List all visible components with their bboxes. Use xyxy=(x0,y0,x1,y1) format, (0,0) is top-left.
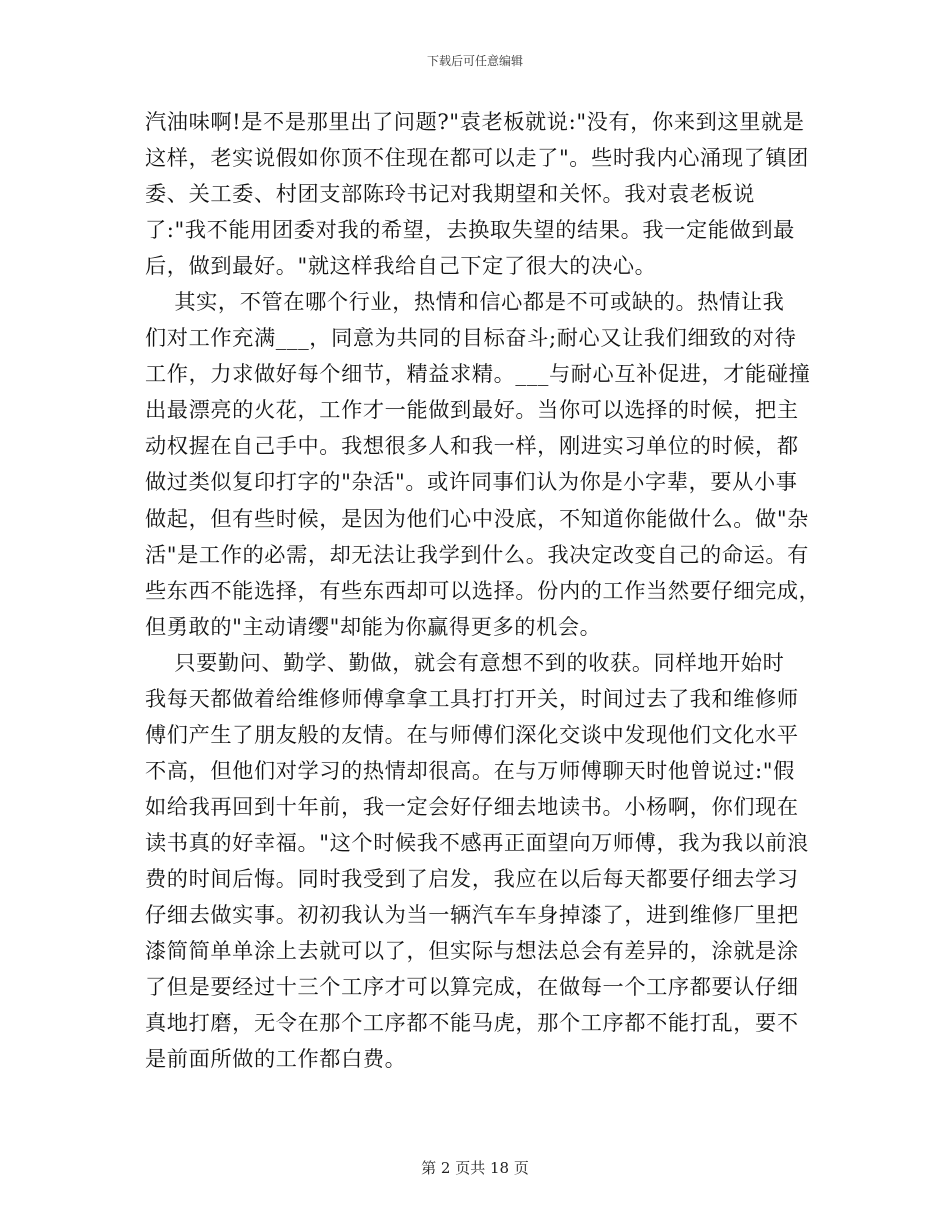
text-line: 这样，老实说假如你顶不住现在都可以走了"。些时我内心涌现了镇团 xyxy=(145,145,809,171)
text-line: 我每天都做着给维修师傅拿拿工具打打开关，时间过去了我和维修师 xyxy=(145,685,799,711)
text-line: 了但是要经过十三个工序才可以算完成，在做每一个工序都要认仔细 xyxy=(145,974,799,1000)
text-line: 费的时间后悔。同时我受到了启发，我应在以后每天都要仔细去学习 xyxy=(145,865,799,891)
page-header: 下载后可任意编辑 xyxy=(426,54,523,68)
text-line: 不高，但他们对学习的热情却很高。在与万师傅聊天时他曾说过:"假 xyxy=(145,757,795,783)
text-line: 们对工作充满___，同意为共同的目标奋斗;耐心又让我们细致的对待 xyxy=(145,325,797,351)
text-line: 真地打磨，无令在那个工序都不能马虎，那个工序都不能打乱，要不 xyxy=(145,1010,799,1036)
text-line: 委、关工委、村团支部陈玲书记对我期望和关怀。我对袁老板说 xyxy=(145,181,756,207)
text-line: 漆简简单单涂上去就可以了，但实际与想法总会有差异的，涂就是涂 xyxy=(145,938,799,964)
document-body xyxy=(145,104,821,1077)
text-line: 做过类似复印打字的"杂活"。或许同事们认为你是小字辈，要从小事 xyxy=(145,469,798,495)
text-line: 是前面所做的工作都白费。 xyxy=(145,1046,407,1072)
text-line: 如给我再回到十年前，我一定会好仔细去地读书。小杨啊，你们现在 xyxy=(145,793,799,819)
text-line: 后，做到最好。"就这样我给自己下定了很大的决心。 xyxy=(145,253,657,279)
text-line: 工作，力求做好每个细节，精益求精。___与耐心互补促进，才能碰撞 xyxy=(145,361,811,387)
text-line: 仔细去做实事。初初我认为当一辆汽车车身掉漆了，进到维修厂里把 xyxy=(145,902,799,928)
text-line: 出最漂亮的火花，工作才一能做到最好。当你可以选择的时候，把主 xyxy=(145,397,799,423)
text-line: 读书真的好幸福。"这个时候我不感再正面望向万师傅，我为我以前浪 xyxy=(145,829,809,855)
text-line: 只要勤问、勤学、勤做，就会有意想不到的收获。同样地开始时 xyxy=(145,649,785,675)
text-line: 做起，但有些时候，是因为他们心中没底，不知道你能做什么。做"杂 xyxy=(145,505,809,531)
text-line: 汽油味啊!是不是那里出了问题?"袁老板就说:"没有，你来到这里就是 xyxy=(145,109,805,134)
text-line: 活"是工作的必需，却无法让我学到什么。我决定改变自己的命运。有 xyxy=(145,541,809,567)
text-line: 动权握在自己手中。我想很多人和我一样，刚进实习单位的时候，都 xyxy=(145,433,799,459)
text-line: 傅们产生了朋友般的友情。在与师傅们深化交谈中发现他们文化水平 xyxy=(145,721,799,747)
text-line: 但勇敢的"主动请缨"却能为你赢得更多的机会。 xyxy=(145,613,602,639)
text-line: 其实，不管在哪个行业，热情和信心都是不可或缺的。热情让我 xyxy=(145,289,785,315)
page-number: 第 2 页共 18 页 xyxy=(421,1159,529,1177)
text-line: 了:"我不能用团委对我的希望，去换取失望的结果。我一定能做到最 xyxy=(145,217,795,243)
text-line: 些东西不能选择，有些东西却可以选择。份内的工作当然要仔细完成， xyxy=(145,577,821,603)
